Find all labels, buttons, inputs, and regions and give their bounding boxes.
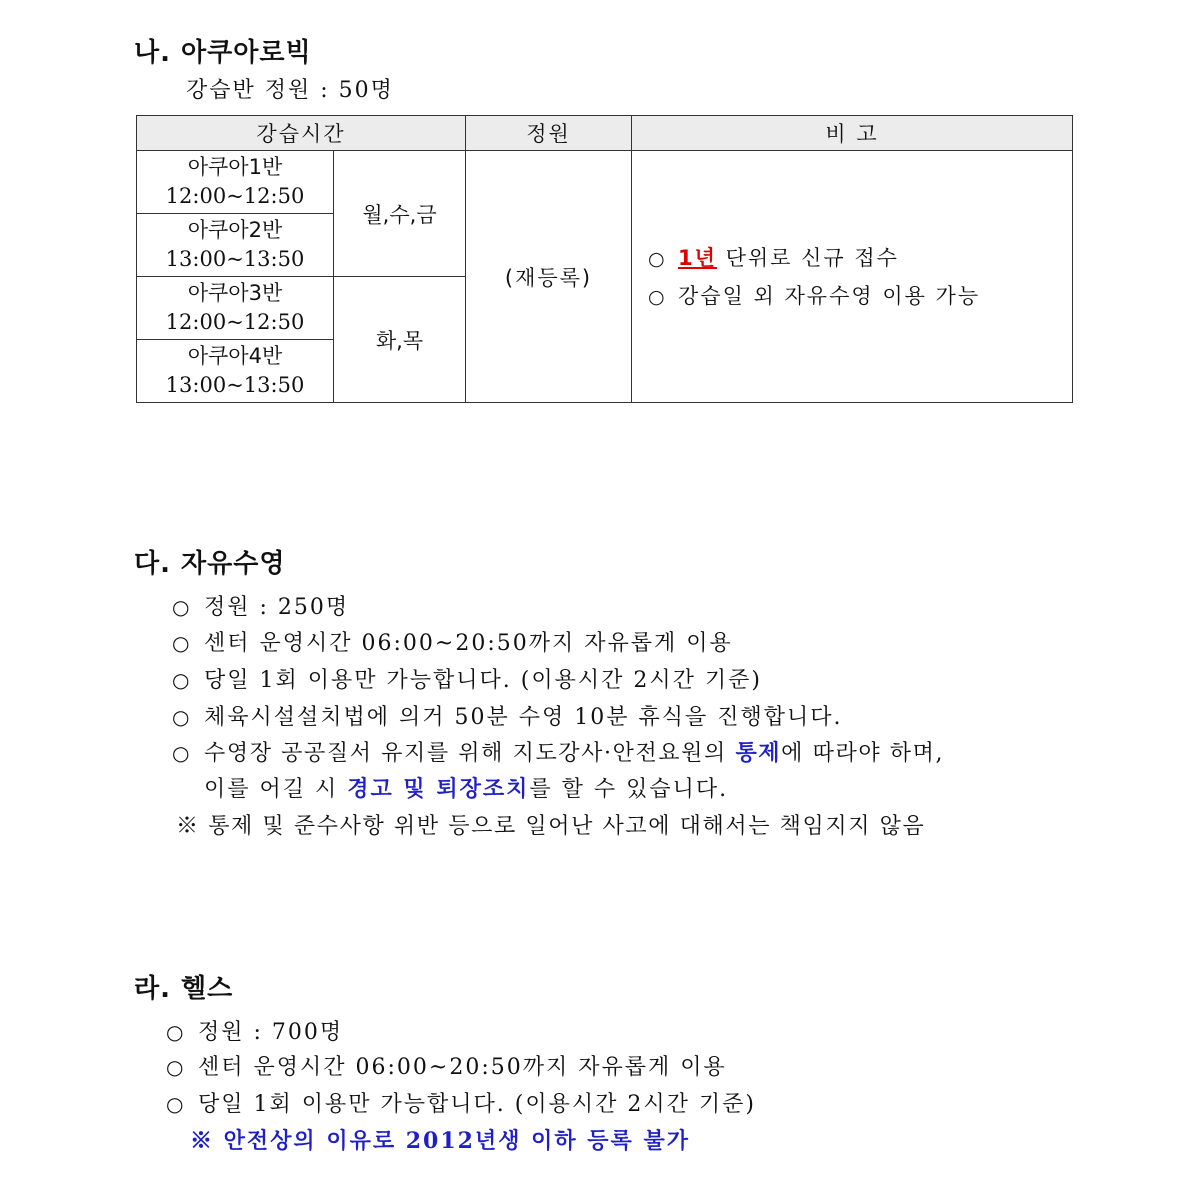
- list-item-text: 정원 : 250명: [204, 595, 350, 620]
- list-item-text: 에 따라야 하며,: [781, 741, 945, 766]
- class-time: 12:00~12:50: [165, 184, 305, 208]
- list-item: [172, 590, 349, 621]
- bullet-icon: ○: [172, 705, 192, 729]
- class-cell: [137, 340, 334, 403]
- class-time: 12:00~12:50: [165, 310, 305, 334]
- list-item-text: 정원 : 700명: [198, 1020, 344, 1045]
- highlight-text: 통제: [735, 740, 782, 766]
- class-cell: [137, 151, 334, 214]
- header-note: 비 고: [632, 116, 1073, 151]
- bullet-icon: ○: [172, 741, 192, 765]
- highlight-text: 경고 및 퇴장조치: [347, 776, 530, 802]
- list-item-continuation: [204, 772, 728, 803]
- list-item: [172, 700, 843, 731]
- list-item-text: 를 할 수 있습니다.: [529, 777, 729, 802]
- note-highlight: 1년: [678, 245, 717, 270]
- list-item-text: 당일 1회 이용만 가능합니다. (이용시간 2시간 기준): [198, 1092, 756, 1117]
- list-item-text: 센터 운영시간 06:00~20:50까지 자유롭게 이용: [198, 1055, 727, 1080]
- list-item-text: 센터 운영시간 06:00~20:50까지 자유롭게 이용: [204, 631, 733, 656]
- class-time: 13:00~13:50: [165, 373, 305, 397]
- list-item-text: 체육시설설치법에 의거 50분 수영 10분 휴식을 진행합니다.: [204, 705, 843, 730]
- header-time: 강습시간: [137, 116, 466, 151]
- list-item: [166, 1015, 343, 1046]
- class-cell: [137, 214, 334, 277]
- list-item: [166, 1087, 756, 1118]
- list-item: [166, 1050, 727, 1081]
- bullet-icon: ○: [648, 285, 667, 308]
- free-swim-notice: ※ 통제 및 준수사항 위반 등으로 일어난 사고에 대해서는 책임지지 않음: [176, 814, 926, 839]
- aqua-schedule-table: [136, 115, 1073, 403]
- class-time: 13:00~13:50: [165, 247, 305, 271]
- note-text: 단위로 신규 접수: [716, 245, 899, 270]
- bullet-icon: ○: [166, 1092, 186, 1116]
- days-cell: 월,수,금: [334, 151, 466, 277]
- note-line-1: [648, 241, 1072, 277]
- aqua-heading: 나. 아쿠아로빅: [134, 38, 312, 68]
- list-item-text: 이를 어길 시: [204, 777, 348, 802]
- list-item: [172, 736, 944, 767]
- bullet-icon: ○: [648, 247, 667, 270]
- bullet-icon: ○: [172, 668, 192, 692]
- health-heading: 라. 헬스: [134, 974, 234, 1004]
- table-header-row: [137, 116, 1073, 151]
- note-text: 강습일 외 자유수영 이용 가능: [678, 283, 981, 308]
- class-name: 아쿠아2반: [187, 218, 283, 242]
- class-name: 아쿠아3반: [187, 281, 283, 305]
- header-capacity: 정원: [466, 116, 632, 151]
- list-item: [172, 663, 762, 694]
- days-cell: 화,목: [334, 277, 466, 403]
- class-cell: [137, 277, 334, 340]
- bullet-icon: ○: [172, 631, 192, 655]
- list-item-text: 수영장 공공질서 유지를 위해 지도강사·안전요원의: [204, 741, 736, 766]
- note-cell: [632, 151, 1073, 403]
- health-notice: ※ 안전상의 이유로 2012년생 이하 등록 불가: [190, 1128, 690, 1154]
- bullet-icon: ○: [166, 1055, 186, 1079]
- aqua-capacity: 강습반 정원 : 50명: [186, 78, 394, 103]
- bullet-icon: ○: [166, 1020, 186, 1044]
- capacity-cell: (재등록): [466, 151, 632, 403]
- bullet-icon: ○: [172, 595, 192, 619]
- list-item: [172, 626, 733, 657]
- class-name: 아쿠아1반: [187, 155, 283, 179]
- table-row: [137, 151, 1073, 214]
- class-name: 아쿠아4반: [187, 344, 283, 368]
- note-line-2: [648, 279, 1072, 315]
- list-item-text: 당일 1회 이용만 가능합니다. (이용시간 2시간 기준): [204, 668, 762, 693]
- free-swim-heading: 다. 자유수영: [134, 549, 286, 579]
